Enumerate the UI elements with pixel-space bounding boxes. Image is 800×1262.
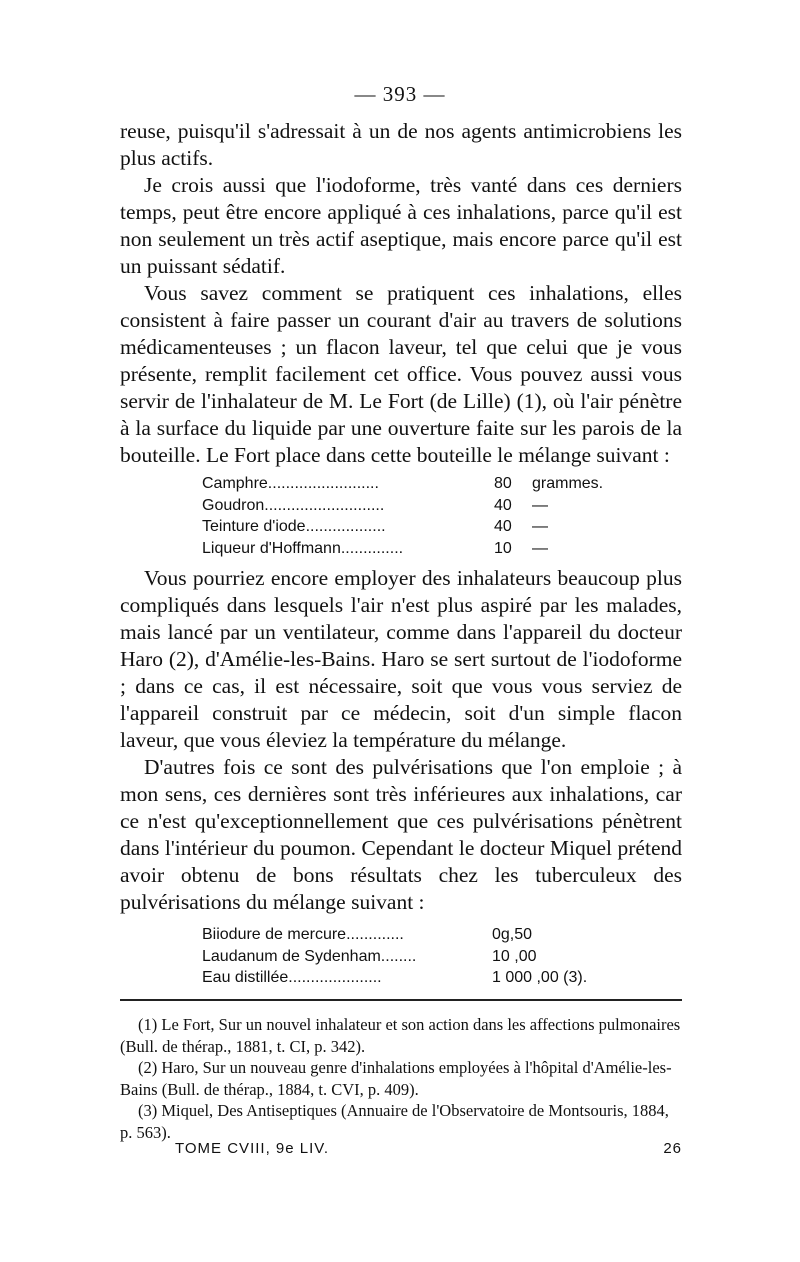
recipe-miquel xyxy=(202,924,682,989)
ingredient-unit: — xyxy=(532,496,548,514)
ingredient-unit: grammes. xyxy=(532,475,604,492)
ingredient-name: Biiodure de mercure............. xyxy=(202,926,404,943)
footnote-2: (2) Haro, Sur un nouveau genre d'inhalations employées à l'hôpital d'Amélie-les-Bains (Bull. de thérap., 1884, t. CVI, p. 409). xyxy=(120,1058,672,1099)
paragraph-2: Je crois aussi que l'iodoforme, très vanté dans ces derniers temps, peut être encore appliqué à ces inhalations, parce qu'il est non seulement un très actif aseptique, mais encore parce qu'il est un puissant sédatif. xyxy=(120,173,682,278)
recipe-row xyxy=(202,538,682,560)
ingredient-qty: 40 xyxy=(494,496,512,514)
paragraph-5: D'autres fois ce sont des pulvérisations que l'on emploie ; à mon sens, ces dernières sont très inférieures aux inhalations, car ce n'est qu'exceptionnellement que ces pulvérisations pénètrent dans l'intérieur du poumon. Cependant le docteur Miquel prétend avoir obtenu de bons résultats chez les tuberculeux des pulvérisations du mélange suivant : xyxy=(120,755,682,914)
ingredient-unit: — xyxy=(532,518,548,535)
ingredient-name: Teinture d'iode.................. xyxy=(202,518,386,535)
paragraph-4: Vous pourriez encore employer des inhalateurs beaucoup plus compliqués dans lesquels l'air n'est plus aspiré par les malades, mais lancé par un ventilateur, comme dans l'appareil du docteur Haro (2), d'Amélie-les-Bains. Haro se sert surtout de l'iodoforme ; dans ce cas, il est nécessaire, soit que vous vous serviez de l'appareil construit par ce médecin, soit d'un simple flacon laveur, que vous éleviez la température du mélange. xyxy=(120,566,682,752)
ingredient-qty: 10 ,00 xyxy=(492,947,537,965)
ingredient-qty: 40 xyxy=(494,518,512,535)
ingredient-name: Liqueur d'Hoffmann.............. xyxy=(202,539,404,557)
paragraph-3: Vous savez comment se pratiquent ces inhalations, elles consistent à faire passer un courant d'air au travers de solutions médicamenteuses ; un flacon laveur, tel que celui que je vous présente, remplit facilement cet office. Vous pouvez aussi vous servir de l'inhalateur de M. Le Fort (de Lille) (1), où l'air pénètre à la surface du liquide par une ouverture faite sur les parois de la bouteille. Le Fort place dans cette bouteille le mélange suivant : xyxy=(120,281,682,467)
signature-line xyxy=(175,1140,682,1157)
recipe-le-fort xyxy=(202,473,682,559)
footnote-1: (1) Le Fort, Sur un nouvel inhalateur et son action dans les affections pulmonaires (Bull. de thérap., 1881, t. CI, p. 342). xyxy=(120,1015,681,1056)
paragraph-1: reuse, puisqu'il s'adressait à un de nos agents antimicrobiens les plus actifs. xyxy=(120,119,682,170)
ingredient-name: Camphre......................... xyxy=(202,475,379,492)
ingredient-qty: 10 xyxy=(494,539,512,557)
page-number: — 393 — xyxy=(354,82,446,106)
ingredient-name: Eau distillée..................... xyxy=(202,969,382,986)
signature-number: 26 xyxy=(663,1140,682,1157)
ingredient-qty: 80 xyxy=(494,475,512,492)
ingredient-qty: 0g,50 xyxy=(492,926,533,943)
ingredient-name: Goudron........................... xyxy=(202,496,385,514)
ingredient-unit: — xyxy=(532,539,548,557)
recipe-row xyxy=(202,516,682,538)
ingredient-name: Laudanum de Sydenham........ xyxy=(202,947,417,965)
recipe-row xyxy=(202,967,682,989)
footnote-3: (3) Miquel, Des Antiseptiques (Annuaire de l'Observatoire de Montsouris, 1884, p. 563). xyxy=(120,1101,669,1142)
ingredient-qty: 1 000 ,00 (3). xyxy=(492,969,588,986)
recipe-row xyxy=(202,924,682,946)
body-text xyxy=(120,118,682,993)
recipe-row xyxy=(202,495,682,517)
recipe-row xyxy=(202,946,682,968)
recipe-row xyxy=(202,473,682,495)
footnote-divider xyxy=(120,999,682,1001)
footnotes xyxy=(120,1014,682,1143)
signature-volume: TOME CVIII, 9e LIV. xyxy=(175,1140,330,1157)
